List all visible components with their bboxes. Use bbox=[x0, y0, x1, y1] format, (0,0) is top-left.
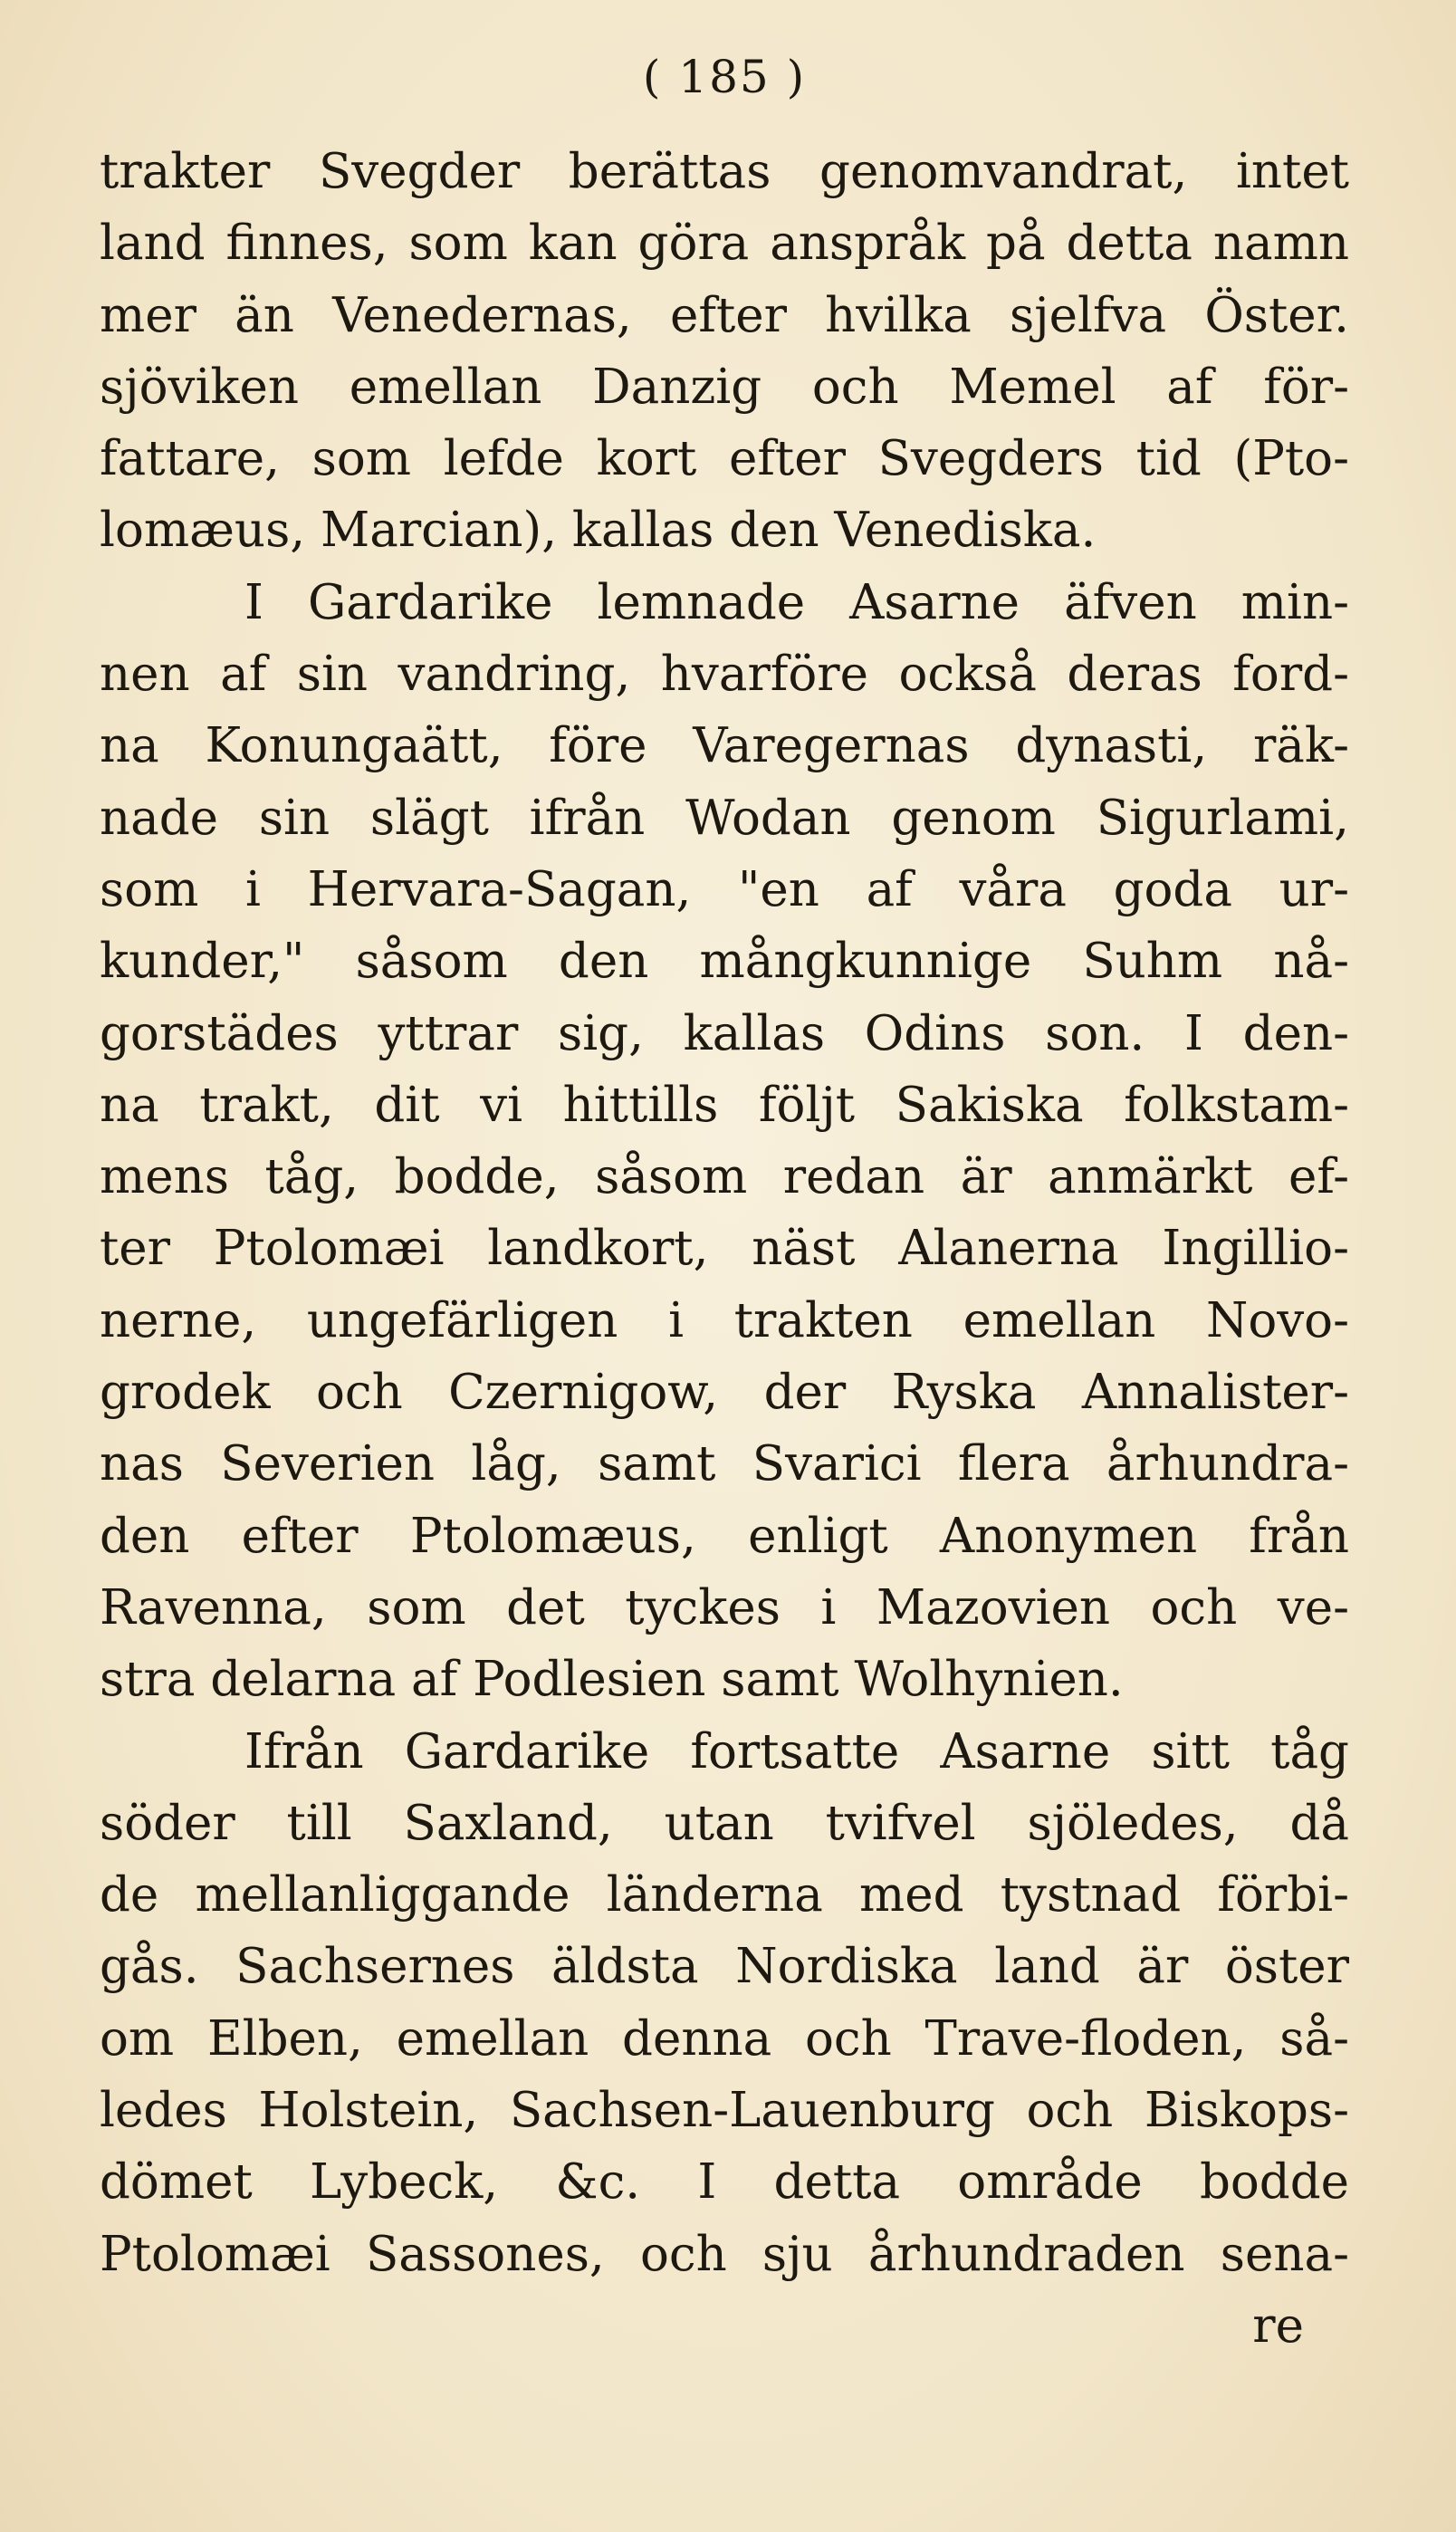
text-line: som i Hervara-Sagan, "en af våra goda ur- bbox=[100, 861, 1349, 917]
catchword: re bbox=[1252, 2297, 1304, 2354]
text-line: sjöviken emellan Danzig och Memel af för- bbox=[100, 359, 1349, 415]
page-text bbox=[100, 18, 1349, 2362]
text-line: na Konungaätt, före Varegernas dynasti, räk- bbox=[100, 718, 1349, 774]
text-line: gås. Sachsernes äldsta Nordiska land är öster bbox=[100, 1939, 1349, 1995]
text-line: trakter Svegder berättas genomvandrat, intet bbox=[100, 144, 1349, 199]
text-line: stra delarna af Podlesien samt Wolhynien. bbox=[100, 1652, 1124, 1708]
text-line: nen af sin vandring, hvarföre också deras ford- bbox=[100, 647, 1349, 703]
text-line: Ifrån Gardarike fortsatte Asarne sitt tåg bbox=[244, 1723, 1349, 1779]
page-number: ( 185 ) bbox=[642, 51, 807, 103]
text-line: grodek och Czernigow, der Ryska Annalister- bbox=[100, 1365, 1349, 1421]
text-line: nade sin slägt ifrån Wodan genom Sigurlami, bbox=[100, 790, 1349, 846]
text-line: land finnes, som kan göra anspråk på detta namn bbox=[100, 216, 1349, 272]
text-line: ledes Holstein, Sachsen-Lauenburg och Biskops- bbox=[100, 2083, 1349, 2139]
text-line: nerne, ungefärligen i trakten emellan Novo- bbox=[100, 1292, 1349, 1348]
text-line: Ptolomæi Sassones, och sju århundraden sena- bbox=[100, 2226, 1349, 2282]
text-line: de mellanliggande länderna med tystnad förbi- bbox=[100, 1867, 1349, 1923]
text-line: na trakt, dit vi hittills följt Sakiska folkstam- bbox=[100, 1077, 1349, 1133]
text-line: söder till Saxland, utan tvifvel sjöledes, då bbox=[100, 1795, 1349, 1851]
text-line: Ravenna, som det tyckes i Mazovien och ve- bbox=[100, 1579, 1349, 1635]
text-line: lomæus, Marcian), kallas den Venediska. bbox=[100, 503, 1097, 559]
text-line: ter Ptolomæi landkort, näst Alanerna Ingillio- bbox=[100, 1221, 1349, 1277]
text-line: mer än Venedernas, efter hvilka sjelfva Öster. bbox=[100, 287, 1349, 343]
text-line: I Gardarike lemnade Asarne äfven min- bbox=[244, 574, 1349, 630]
text-line: dömet Lybeck, &c. I detta område bodde bbox=[100, 2154, 1349, 2211]
text-line: nas Severien låg, samt Svarici flera århundra- bbox=[100, 1436, 1349, 1492]
text-line: fattare, som lefde kort efter Svegders tid (Pto- bbox=[100, 431, 1349, 487]
text-line: kunder," såsom den mångkunnige Suhm nå- bbox=[100, 934, 1349, 990]
text-line: gorstädes yttrar sig, kallas Odins son. I den- bbox=[100, 1005, 1349, 1061]
text-line: den efter Ptolomæus, enligt Anonymen från bbox=[100, 1508, 1349, 1564]
text-line: mens tåg, bodde, såsom redan är anmärkt ef- bbox=[100, 1149, 1349, 1205]
text-line: om Elben, emellan denna och Trave-floden, så- bbox=[100, 2010, 1349, 2067]
